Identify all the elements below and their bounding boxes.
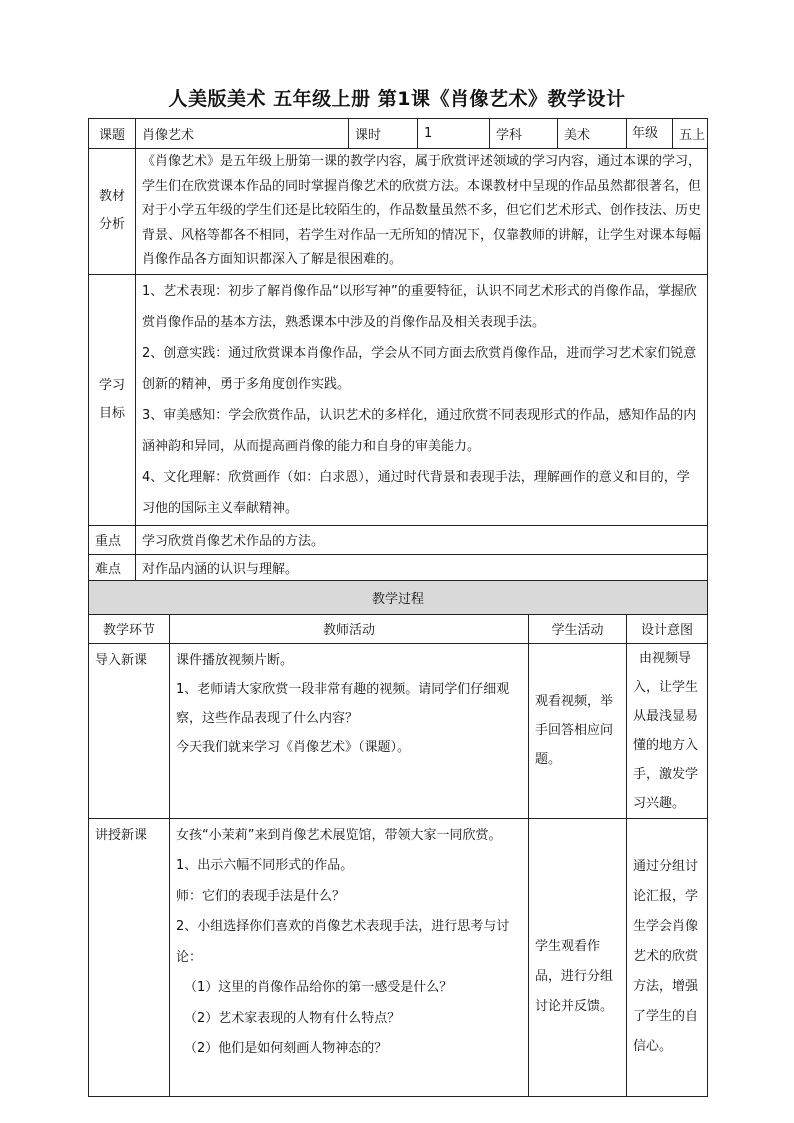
key-row (89, 525, 708, 554)
teacher-line: 1、老师请大家欣赏一段非常有趣的视频。请同学们仔细观察，这些作品表现了什么内容？ (176, 681, 510, 726)
difficulty-text: 对作品内涵的认识与理解。 (136, 554, 708, 580)
goal-item: 1、艺术表现：初步了解肖像作品“以形写神”的重要特征，认识不同艺术形式的肖像作品，掌握欣赏肖像作品的基本方法，熟悉课本中涉及的肖像作品及相关表现手法。 (142, 283, 697, 330)
intent-cell: 由视频导入，让学生从最浅显易懂的地方入手，激发学习兴趣。 (627, 643, 708, 818)
goals-label: 学习目标 (89, 274, 136, 525)
teacher-line: 今天我们就来学习《肖像艺术》（课题）。 (176, 739, 411, 755)
goal-item: 4、文化理解：欣赏画作（如：白求恩），通过时代背景和表现手法，理解画作的意义和目的，学习他的国际主义奉献精神。 (142, 469, 690, 516)
key-text: 学习欣赏肖像艺术作品的方法。 (136, 525, 708, 554)
goals-row (89, 274, 708, 525)
key-label: 重点 (89, 525, 136, 554)
goals-text (136, 274, 708, 525)
column-stage: 教学环节 (89, 614, 170, 643)
topic-value: 肖像艺术 (136, 119, 349, 149)
subject-label: 学科 (490, 119, 558, 149)
goal-item: 3、审美感知：学会欣赏作品，认识艺术的多样化，通过欣赏不同表现形式的作品，感知作品的内涵神韵和异同，从而提高画肖像的能力和自身的审美能力。 (142, 407, 697, 454)
goal-item: 2、创意实践：通过欣赏课本肖像作品，学会从不同方面去欣赏肖像作品，进而学习艺术家们锐意创新的精神，勇于多角度创作实践。 (142, 345, 697, 392)
stage-cell: 讲授新课 (89, 818, 170, 1096)
process-row (89, 643, 708, 818)
stage-cell: 导入新课 (89, 643, 170, 818)
process-header-row (89, 580, 708, 614)
teacher-line: 课件播放视频片断。 (176, 652, 294, 668)
hours-label: 课时 (349, 119, 418, 149)
teacher-line: （2）艺术家表现的人物有什么特点？ (184, 1010, 401, 1026)
analysis-text: 《肖像艺术》是五年级上册第一课的教学内容，属于欣赏评述领域的学习内容，通过本课的学习，学生们在欣赏课本作品的同时掌握肖像艺术的欣赏方法。本课教材中呈现的作品虽然都很著名，但对于小学五年级的学生们还是比较陌生的，作品数量虽然不多，但它们艺术形式、创作技法、历史背景、风格等都各不相同，若学生对作品一无所知的情况下，仅靠教师的讲解，让学生对课本每幅肖像作品各方面知识都深入了解是很困难的。 (136, 149, 708, 275)
column-student: 学生活动 (529, 614, 627, 643)
intent-cell: 通过分组讨论汇报，学生学会肖像艺术的欣赏方法，增强了学生的自信心。 (627, 818, 708, 1096)
process-label: 教学过程 (89, 580, 708, 614)
lesson-plan-table (88, 118, 708, 1097)
grade-cell (627, 119, 708, 149)
analysis-row (89, 149, 708, 275)
teacher-cell (170, 818, 529, 1096)
topic-label: 课题 (89, 119, 136, 149)
column-teacher: 教师活动 (170, 614, 529, 643)
header-row (89, 119, 708, 149)
teacher-line: 1、出示六幅不同形式的作品。 (176, 858, 354, 873)
grade-value: 五上 (679, 128, 706, 143)
difficulty-label: 难点 (89, 554, 136, 580)
teacher-line: 2、小组选择你们喜欢的肖像艺术表现手法，进行思考与讨论： (176, 919, 510, 965)
teacher-line: （1）这里的肖像作品给你的第一感受是什么？ (184, 980, 453, 995)
process-row (89, 818, 708, 1096)
analysis-label: 教材分析 (89, 149, 136, 275)
teacher-line: 师：它们的表现手法是什么？ (176, 888, 346, 904)
grade-label: 年级 (627, 119, 673, 148)
difficulty-row (89, 554, 708, 580)
column-intent: 设计意图 (627, 614, 708, 643)
page-title: 人美版美术 五年级上册 第1课《肖像艺术》教学设计 (168, 88, 626, 110)
teacher-cell (170, 643, 529, 818)
subject-value: 美术 (558, 119, 627, 149)
student-cell: 学生观看作品，进行分组讨论并反馈。 (529, 818, 627, 1096)
hours-value: 1 (418, 119, 490, 149)
teacher-line: 女孩“小茉莉”来到肖像艺术展览馆，带领大家一同欣赏。 (176, 827, 502, 843)
student-cell: 观看视频，举手回答相应问题。 (529, 643, 627, 818)
process-columns-row (89, 614, 708, 643)
teacher-line: （2）他们是如何刻画人物神态的？ (184, 1041, 388, 1056)
